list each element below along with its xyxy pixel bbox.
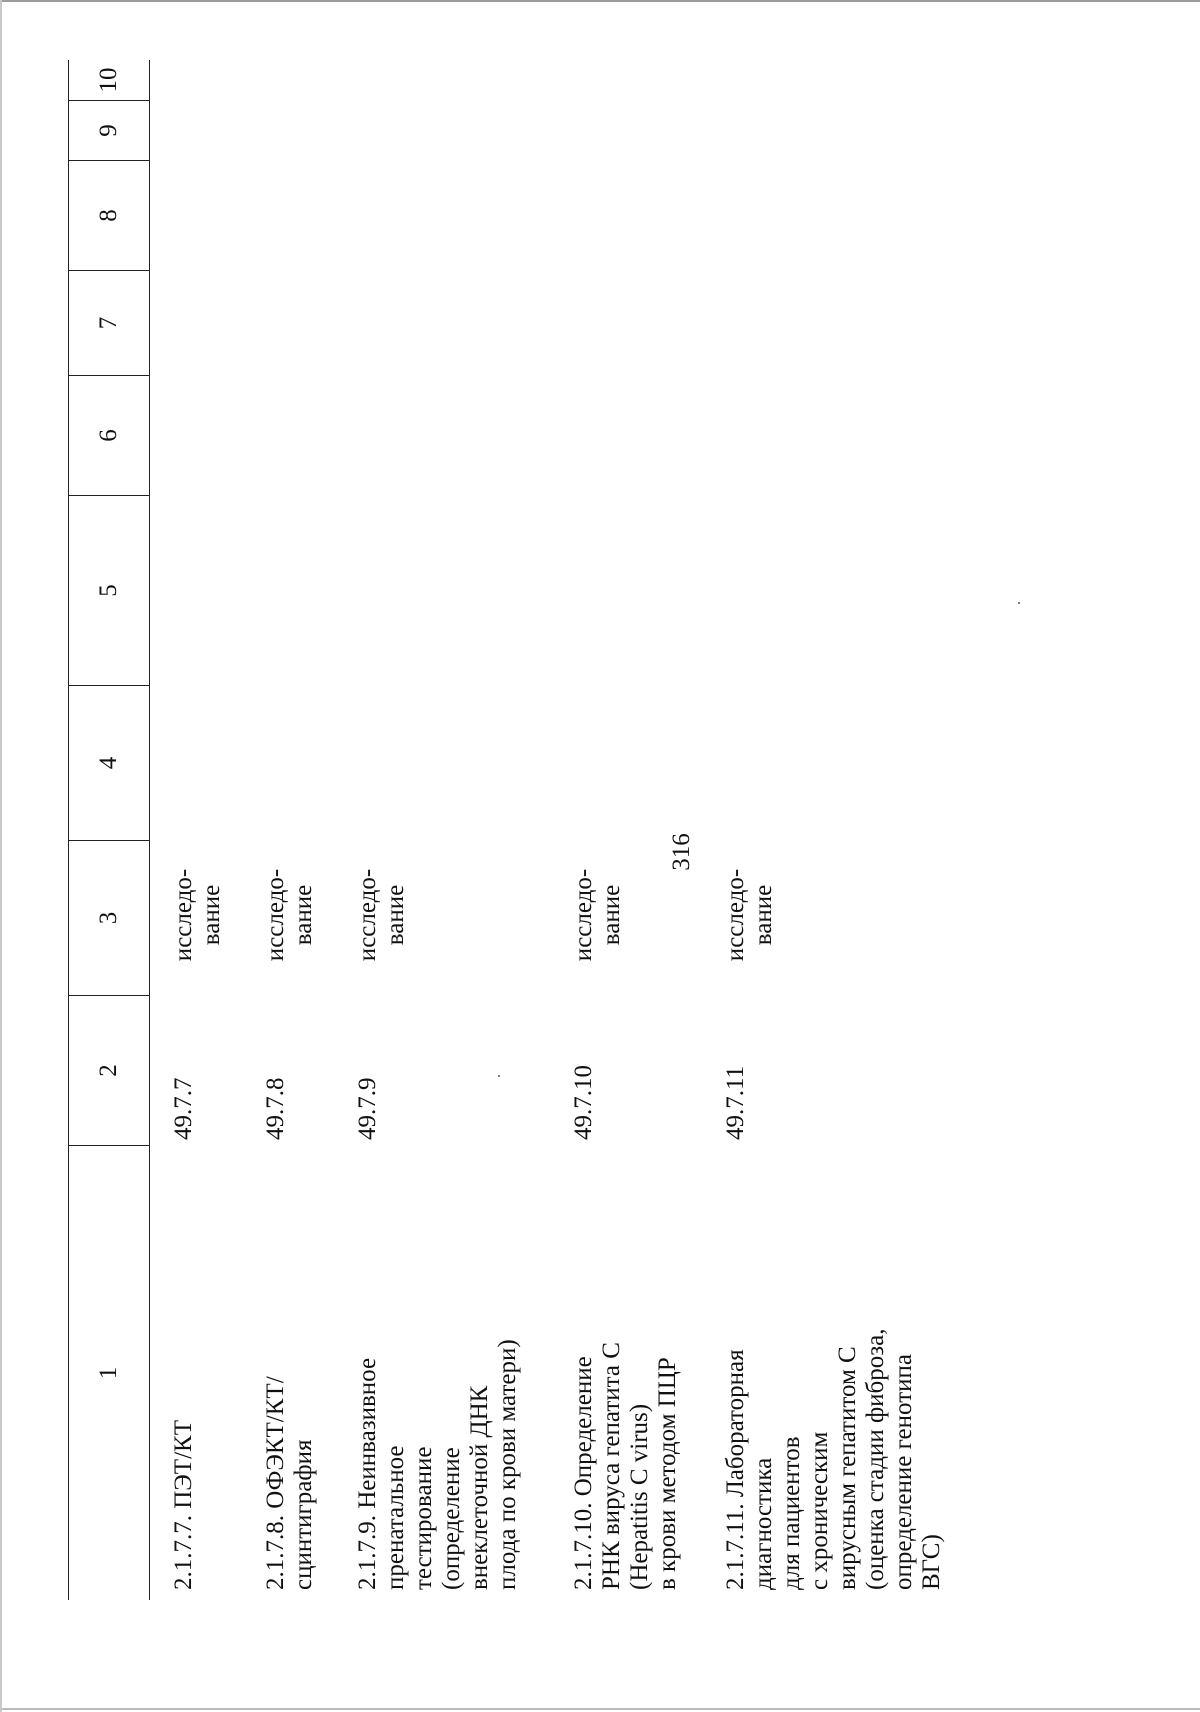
row-name-cell: 2.1.7.10. Определение РНК вируса гепатита С (Hepatitis C virus) в крови методом ПЦР	[570, 1342, 681, 1590]
table-header-row	[68, 60, 150, 1600]
row-unit-cell: исследо- вание	[354, 868, 409, 962]
row-unit-cell: исследо- вание	[570, 868, 625, 962]
column-header-7: 7	[69, 270, 149, 375]
scan-speck	[498, 1075, 500, 1077]
column-header-10: 10	[95, 67, 122, 93]
column-header-8: 8	[69, 160, 149, 270]
column-header-4: 4	[69, 685, 149, 840]
column-header-2: 2	[69, 995, 149, 1145]
scan-speck	[1018, 602, 1020, 604]
row-name-cell: 2.1.7.7. ПЭТ/КТ	[170, 1420, 197, 1590]
column-header-5: 5	[69, 495, 149, 685]
row-code-cell: 49.7.8	[262, 1077, 289, 1140]
row-unit-cell: исследо- вание	[722, 868, 777, 962]
row-unit-cell: исследо- вание	[262, 868, 317, 962]
page-number: 316	[668, 833, 695, 871]
row-code-cell: 49.7.7	[170, 1077, 197, 1140]
column-header-1: 1	[69, 1145, 149, 1600]
row-name-cell: 2.1.7.8. ОФЭКТ/КТ/ сцинтиграфия	[262, 1376, 317, 1590]
column-header-3: 3	[69, 840, 149, 995]
row-code-cell: 49.7.10	[570, 1065, 597, 1140]
column-header-9: 9	[69, 100, 149, 160]
row-name-cell: 2.1.7.9. Неинвазивное пренатальное тестирование (определение внеклеточной ДНК плода по крови матери)	[354, 1339, 521, 1590]
row-name-cell: 2.1.7.11. Лабораторная диагностика для пациентов с хроническим вирусным гепатитом С (оценка стадии фиброза, определение генотипа ВГС)	[722, 1328, 945, 1590]
row-code-cell: 49.7.9	[354, 1077, 381, 1140]
column-header-6: 6	[69, 375, 149, 495]
row-code-cell: 49.7.11	[722, 1065, 749, 1140]
row-unit-cell: исследо- вание	[170, 868, 225, 962]
